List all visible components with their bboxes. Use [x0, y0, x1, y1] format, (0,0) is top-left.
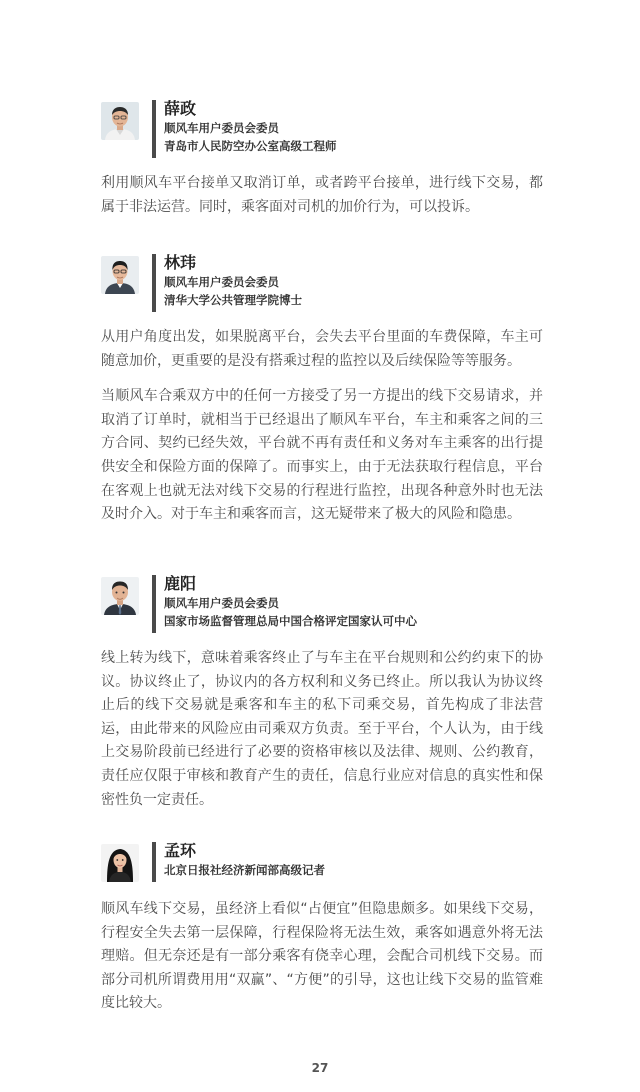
expert-block-xue-zheng: [101, 100, 543, 219]
expert-statement: [101, 326, 543, 527]
expert-info: [164, 254, 302, 312]
expert-statement: [101, 647, 543, 812]
expert-header: [101, 575, 543, 633]
expert-block-lin-wei: [101, 254, 543, 527]
expert-name: 鹿阳: [164, 574, 197, 593]
expert-title: 顺风车用户委员会委员: [164, 596, 279, 610]
expert-statement: [101, 898, 543, 1016]
avatar-icon: [101, 577, 139, 615]
expert-name: 孟环: [164, 841, 197, 860]
statement-paragraph: 当顺风车合乘双方中的任何一方接受了另一方提出的线下交易请求，并取消了订单时，就相当于已经退出了顺风车平台，车主和乘客之间的三方合同、契约已经失效，平台就不再有责任和义务对车主乘客的出行提供安全和保险方面的保障了。而事实上，由于无法获取行程信息，平台在客观上也就无法对线下交易的行程进行监控，出现各种意外时也无法及时介入。对于车主和乘客而言，这无疑带来了极大的风险和隐患。: [101, 388, 543, 523]
statement-paragraph: 顺风车线下交易，虽经济上看似“占便宜”但隐患颇多。如果线下交易，行程安全失去第一层保障，行程保险将无法生效，乘客如遇意外将无法理赔。但无奈还是有一部分乘客有侥幸心理，会配合司机线下交易。而部分司机所谓费用用“双赢”、“方便”的引导，这也让线下交易的监管难度比较大。: [101, 901, 543, 1012]
page-number: 27: [311, 1061, 329, 1075]
expert-info: [164, 575, 417, 633]
expert-title: 清华大学公共管理学院博士: [164, 293, 302, 307]
statement-paragraph: 从用户角度出发，如果脱离平台，会失去平台里面的车费保障，车主可随意加价，更重要的是没有搭乘过程的监控以及后续保险等等服务。: [101, 329, 543, 369]
expert-title: 顺风车用户委员会委员: [164, 275, 279, 289]
accent-bar: [152, 254, 156, 312]
statement-paragraph: 线上转为线下，意味着乘客终止了与车主在平台规则和公约约束下的协议。协议终止了，协议内的各方权利和义务已终止。所以我认为协议终止后的线下交易就是乘客和车主的私下司乘交易，首先构成了非法营运，由此带来的风险应由司乘双方负责。至于平台，个人认为，由于线上交易阶段前已经进行了必要的资格审核以及法律、规则、公约教育，责任应仅限于审核和教育产生的责任，信息行业应对信息的真实性和保密性负一定责任。: [101, 650, 543, 808]
expert-header: [101, 254, 543, 312]
accent-bar: [152, 842, 156, 882]
avatar-icon: [101, 102, 139, 140]
expert-header: [101, 842, 543, 882]
expert-title: 北京日报社经济新闻部高级记者: [164, 863, 325, 877]
accent-bar: [152, 575, 156, 633]
expert-block-meng-huan: [101, 842, 543, 1016]
expert-block-lu-yang: [101, 575, 543, 812]
expert-info: [164, 842, 325, 882]
expert-name: 薛政: [164, 99, 197, 118]
expert-title: 国家市场监督管理总局中国合格评定国家认可中心: [164, 614, 417, 628]
expert-title: 顺风车用户委员会委员: [164, 121, 279, 135]
expert-info: [164, 100, 337, 158]
statement-paragraph: 利用顺风车平台接单又取消订单，或者跨平台接单，进行线下交易，都属于非法运营。同时，乘客面对司机的加价行为，可以投诉。: [101, 175, 543, 215]
avatar-icon: [101, 256, 139, 294]
expert-name: 林玮: [164, 253, 197, 272]
avatar-icon: [101, 844, 139, 882]
expert-statement: [101, 172, 543, 219]
accent-bar: [152, 100, 156, 158]
expert-header: [101, 100, 543, 158]
expert-title: 青岛市人民防空办公室高级工程师: [164, 139, 337, 153]
